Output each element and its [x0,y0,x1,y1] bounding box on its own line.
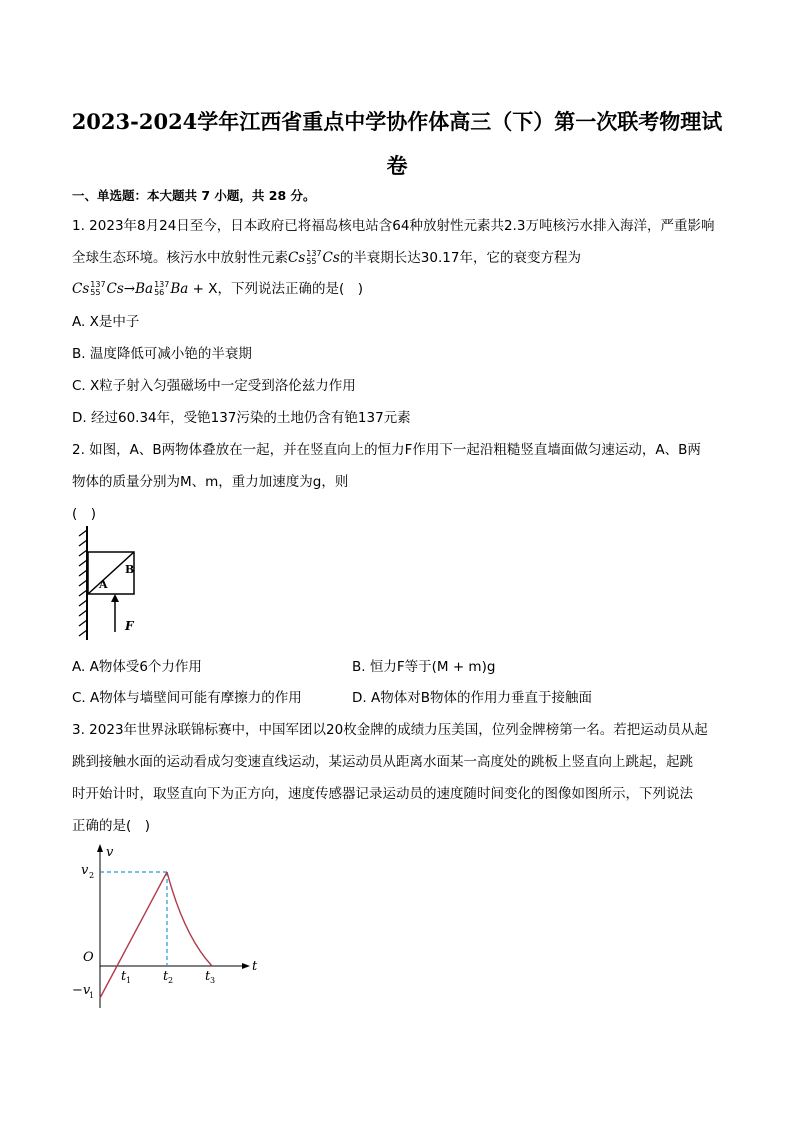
q1-isotope-cs [306,250,321,266]
q1-option-c[interactable]: C. X粒子射入匀强磁场中一定受到洛伦兹力作用 [72,378,356,394]
q2-figure [70,522,150,644]
q1-decay-equation [72,277,363,297]
q1-line-2 [72,246,581,266]
q2-option-d[interactable]: D. A物体对B物体的作用力垂直于接触面 [352,690,592,706]
eq-mass-cs: 137 [90,280,106,289]
eq-z-ba: 56 [154,288,165,297]
label-v: v [106,845,114,860]
q2-option-a[interactable]: A. A物体受6个力作用 [72,659,202,675]
label-t2: t [163,969,169,984]
q2-line-3: ( ) [72,506,97,522]
label-f: F [125,619,134,633]
force-arrowhead [111,594,119,602]
label-v2-sub: 2 [89,871,95,880]
q1-symbol-cs-2: Cs [322,250,340,266]
q3-line-2: 跳到接触水面的运动看成匀变速直线运动，某运动员从距离水面某一高度处的跳板上竖直向上跳起，起跳 [72,754,693,770]
eq-isotope-ba [154,281,169,297]
label-v2: v [81,863,89,878]
eq-symbol-cs: Cs [72,281,90,297]
section-heading: 一、单选题：本大题共 7 小题，共 28 分。 [72,188,316,203]
q2-line-1: 2. 如图，A、B两物体叠放在一起，并在竖直向上的恒力F作用下一起沿粗糙竖直墙面做匀速运动，A、B两 [72,442,701,458]
q1-line-2-text-a: 全球生态环境。核污水中放射性元素 [72,250,288,266]
label-t1: t [121,969,127,984]
q2-option-c[interactable]: C. A物体与墙壁间可能有摩擦力的作用 [72,690,302,706]
eq-tail: + X，下列说法正确的是( ) [188,281,364,297]
eq-isotope-cs [90,281,105,297]
q3-line-4: 正确的是( ) [72,818,151,834]
q1-option-d[interactable]: D. 经过60.34年，受铯137污染的土地仍含有铯137元素 [72,410,411,426]
q1-line-2-text-b: 的半衰期长达30.17年，它的衰变方程为 [339,250,581,266]
q1-option-b[interactable]: B. 温度降低可减小铯的半衰期 [72,346,252,362]
label-t3: t [205,969,211,984]
eq-arrow: Cs→Ba [106,281,154,297]
label-neg-v1: −v [72,983,91,998]
velocity-curve [167,872,212,966]
q3-line-3: 时开始计时，取竖直向下为正方向，速度传感器记录运动员的速度随时间变化的图像如图所示，下列说法 [72,786,693,802]
label-neg-v1-sub: 1 [89,991,95,1000]
exam-title [60,100,734,188]
q1-line-1: 1. 2023年8月24日至今，日本政府已将福岛核电站含64种放射性元素共2.3万吨核污水排入海洋，严重影响 [72,218,715,234]
label-b: B [125,563,135,576]
velocity-line [100,872,167,998]
v-axis-arrowhead [97,844,103,852]
label-t3-sub: 3 [210,976,216,985]
label-a: A [99,578,108,591]
t-axis-arrowhead [242,963,250,969]
q2-option-b[interactable]: B. 恒力F等于(M + m)g [352,659,496,675]
label-origin: O [83,950,94,965]
eq-symbol-ba: Ba [170,281,189,297]
q1-mass-number: 137 [306,249,322,258]
label-t-axis: t [252,959,258,974]
eq-z-cs: 55 [90,288,101,297]
eq-mass-ba: 137 [154,280,170,289]
label-t2-sub: 2 [168,976,174,985]
label-t1-sub: 1 [126,976,132,985]
q3-line-1: 3. 2023年世界泳联锦标赛中，中国军团以20枚金牌的成绩力压美国，位列金牌榜第一名。若把运动员从起 [72,722,708,738]
q3-velocity-graph [66,840,266,1015]
title-line-1: 2023-2024学年江西省重点中学协作体高三（下）第一次联考物理试 [71,109,723,134]
title-line-2: 卷 [386,153,408,178]
wall-hatching [79,530,87,636]
q1-option-a[interactable]: A. X是中子 [72,314,140,330]
q1-symbol-cs: Cs [288,250,306,266]
q1-atomic-number: 55 [306,257,317,266]
q2-line-2: 物体的质量分别为M、m，重力加速度为g，则 [72,474,349,490]
